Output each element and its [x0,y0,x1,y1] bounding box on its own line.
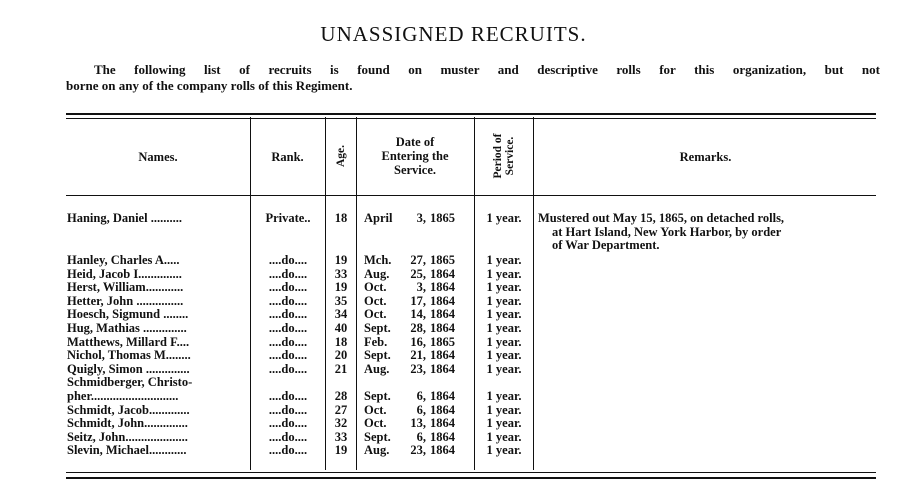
row-name: Schmidberger, Christo- [67,376,193,390]
row-name: Hoesch, Sigmund ........ [67,308,189,322]
row-age: 27 [334,403,348,417]
row-year: 1864 [430,281,455,295]
row-year: 1864 [430,349,455,363]
header-date-line-2: Entering the [381,149,449,163]
top-rule-1 [66,113,876,115]
row-month: Sept. [364,349,391,363]
row-month: Aug. [364,444,390,458]
row-month: Mch. [364,254,392,267]
remark-line-1: Mustered out May 15, 1865, on detached rolls, [538,211,785,225]
row-rank: ....do.... [268,444,308,458]
row-age: 18 [334,335,348,349]
row-rank: Private.. [265,212,311,225]
row-name: Hanley, Charles A..... [67,254,180,267]
row-day: 23, [410,444,426,458]
row-year: 1864 [430,403,455,417]
row-period: 1 year. [486,349,522,363]
row-rank: ....do.... [268,362,308,376]
row-year: 1864 [430,417,455,431]
row-month: Oct. [364,403,387,417]
row-age: 34 [334,308,348,322]
row-name: Seitz, John.................... [67,430,188,444]
row-day: 25, [410,267,426,281]
row-name: Herst, William............ [67,281,184,295]
row-period: 1 year. [486,403,522,417]
row-age: 40 [334,322,348,335]
row-rank: ....do.... [268,254,308,267]
row-period: 1 year. [486,267,522,281]
col-divider [474,117,475,470]
row-name: Nichol, Thomas M........ [67,349,191,363]
row-month: Aug. [364,267,390,281]
top-rule-2 [66,118,876,119]
row-day: 23, [410,362,426,376]
row-rank: ....do.... [268,430,308,444]
row-year: 1864 [430,267,455,281]
intro-paragraph [66,62,880,94]
row-month: April [364,212,393,225]
row-period: 1 year. [486,254,522,267]
row-day: 13, [410,417,426,431]
row-month: Oct. [364,281,387,295]
row-rank: ....do.... [268,417,308,431]
header-age: Age. [335,144,347,168]
row-month: Sept. [364,390,391,403]
header-remarks: Remarks. [679,150,732,164]
row-name: Hetter, John ............... [67,294,184,308]
row-year: 1864 [430,444,455,458]
row-rank: ....do.... [268,281,308,295]
row-month: Feb. [364,335,388,349]
row-month: Oct. [364,308,387,322]
row-year: 1864 [430,430,455,444]
header-date-line-1: Date of [395,135,435,149]
row-age: 18 [334,212,348,225]
row-name: Heid, Jacob I.............. [67,267,182,281]
row-age: 32 [334,417,348,431]
intro-line-1: The following list of recruits is found on muster and descriptive rolls for this organization, but not [94,62,880,77]
row-day: 14, [410,308,426,322]
row-year: 1865 [430,254,455,267]
row-period: 1 year. [486,430,522,444]
row-year: 1864 [430,390,455,403]
header-date [356,135,474,177]
col-divider [325,117,326,470]
row-age: 33 [334,267,348,281]
row-day: 3, [416,212,426,225]
row-rank: ....do.... [268,390,308,403]
row-period: 1 year. [486,294,522,308]
remark-line-3: of War Department. [552,238,660,253]
row-rank: ....do.... [268,308,308,322]
header-rank: Rank. [271,150,304,164]
bottom-rule-2 [66,477,876,479]
row-rank: ....do.... [268,267,308,281]
row-name: Schmidt, Jacob............. [67,403,190,417]
row-month: Oct. [364,294,387,308]
row-name: Quigly, Simon .............. [67,362,190,376]
row-day: 28, [410,322,426,335]
row-name: Hug, Mathias .............. [67,322,187,335]
row-year: 1864 [430,322,455,335]
row-day: 27, [410,254,426,267]
row-name: Matthews, Millard F.... [67,335,190,349]
row-name: Slevin, Michael............ [67,444,187,458]
header-rule [66,195,876,196]
remark-text [538,212,880,253]
header-date-line-3: Service. [394,163,436,177]
row-month: Oct. [364,417,387,431]
row-rank: ....do.... [268,349,308,363]
page-title: UNASSIGNED RECRUITS. [320,22,587,46]
row-day: 6, [416,403,426,417]
row-name: Haning, Daniel .......... [67,212,182,225]
row-age: 21 [334,362,348,376]
row-age: 20 [334,349,348,363]
col-divider [250,117,251,470]
row-year: 1864 [430,308,455,322]
row-year: 1865 [430,212,455,225]
row-year: 1865 [430,335,455,349]
row-period: 1 year. [486,390,522,403]
row-period: 1 year. [486,417,522,431]
row-period: 1 year. [486,444,522,458]
intro-line-2: borne on any of the company rolls of this Regiment. [66,78,353,93]
row-day: 6, [416,390,426,403]
row-year: 1864 [430,294,455,308]
row-day: 16, [410,335,426,349]
row-month: Sept. [364,322,391,335]
row-period: 1 year. [486,212,522,225]
remark-line-2: at Hart Island, New York Harbor, by order [552,224,782,239]
header-period-line-2: Service. [504,136,516,176]
row-day: 6, [416,430,426,444]
row-age: 28 [334,390,348,403]
row-day: 3, [416,281,426,295]
row-rank: ....do.... [268,403,308,417]
row-period: 1 year. [486,362,522,376]
row-age: 35 [334,294,348,308]
row-period: 1 year. [486,281,522,295]
header-period-line-1: Period of [492,133,504,179]
row-age: 19 [334,444,348,458]
row-rank: ....do.... [268,322,308,335]
row-year: 1864 [430,362,455,376]
row-rank: ....do.... [268,294,308,308]
row-day: 17, [410,294,426,308]
col-divider [533,117,534,470]
row-name: Schmidt, John.............. [67,417,188,431]
row-age: 19 [334,281,348,295]
row-rank: ....do.... [268,335,308,349]
header-period [492,116,516,196]
row-age: 33 [334,430,348,444]
row-month: Sept. [364,430,391,444]
row-month: Aug. [364,362,390,376]
row-name: pher............................ [67,390,179,403]
row-period: 1 year. [486,308,522,322]
row-day: 21, [410,349,426,363]
row-age: 19 [334,254,348,267]
row-period: 1 year. [486,335,522,349]
row-period: 1 year. [486,322,522,335]
header-names: Names. [138,150,178,164]
bottom-rule-1 [66,472,876,473]
